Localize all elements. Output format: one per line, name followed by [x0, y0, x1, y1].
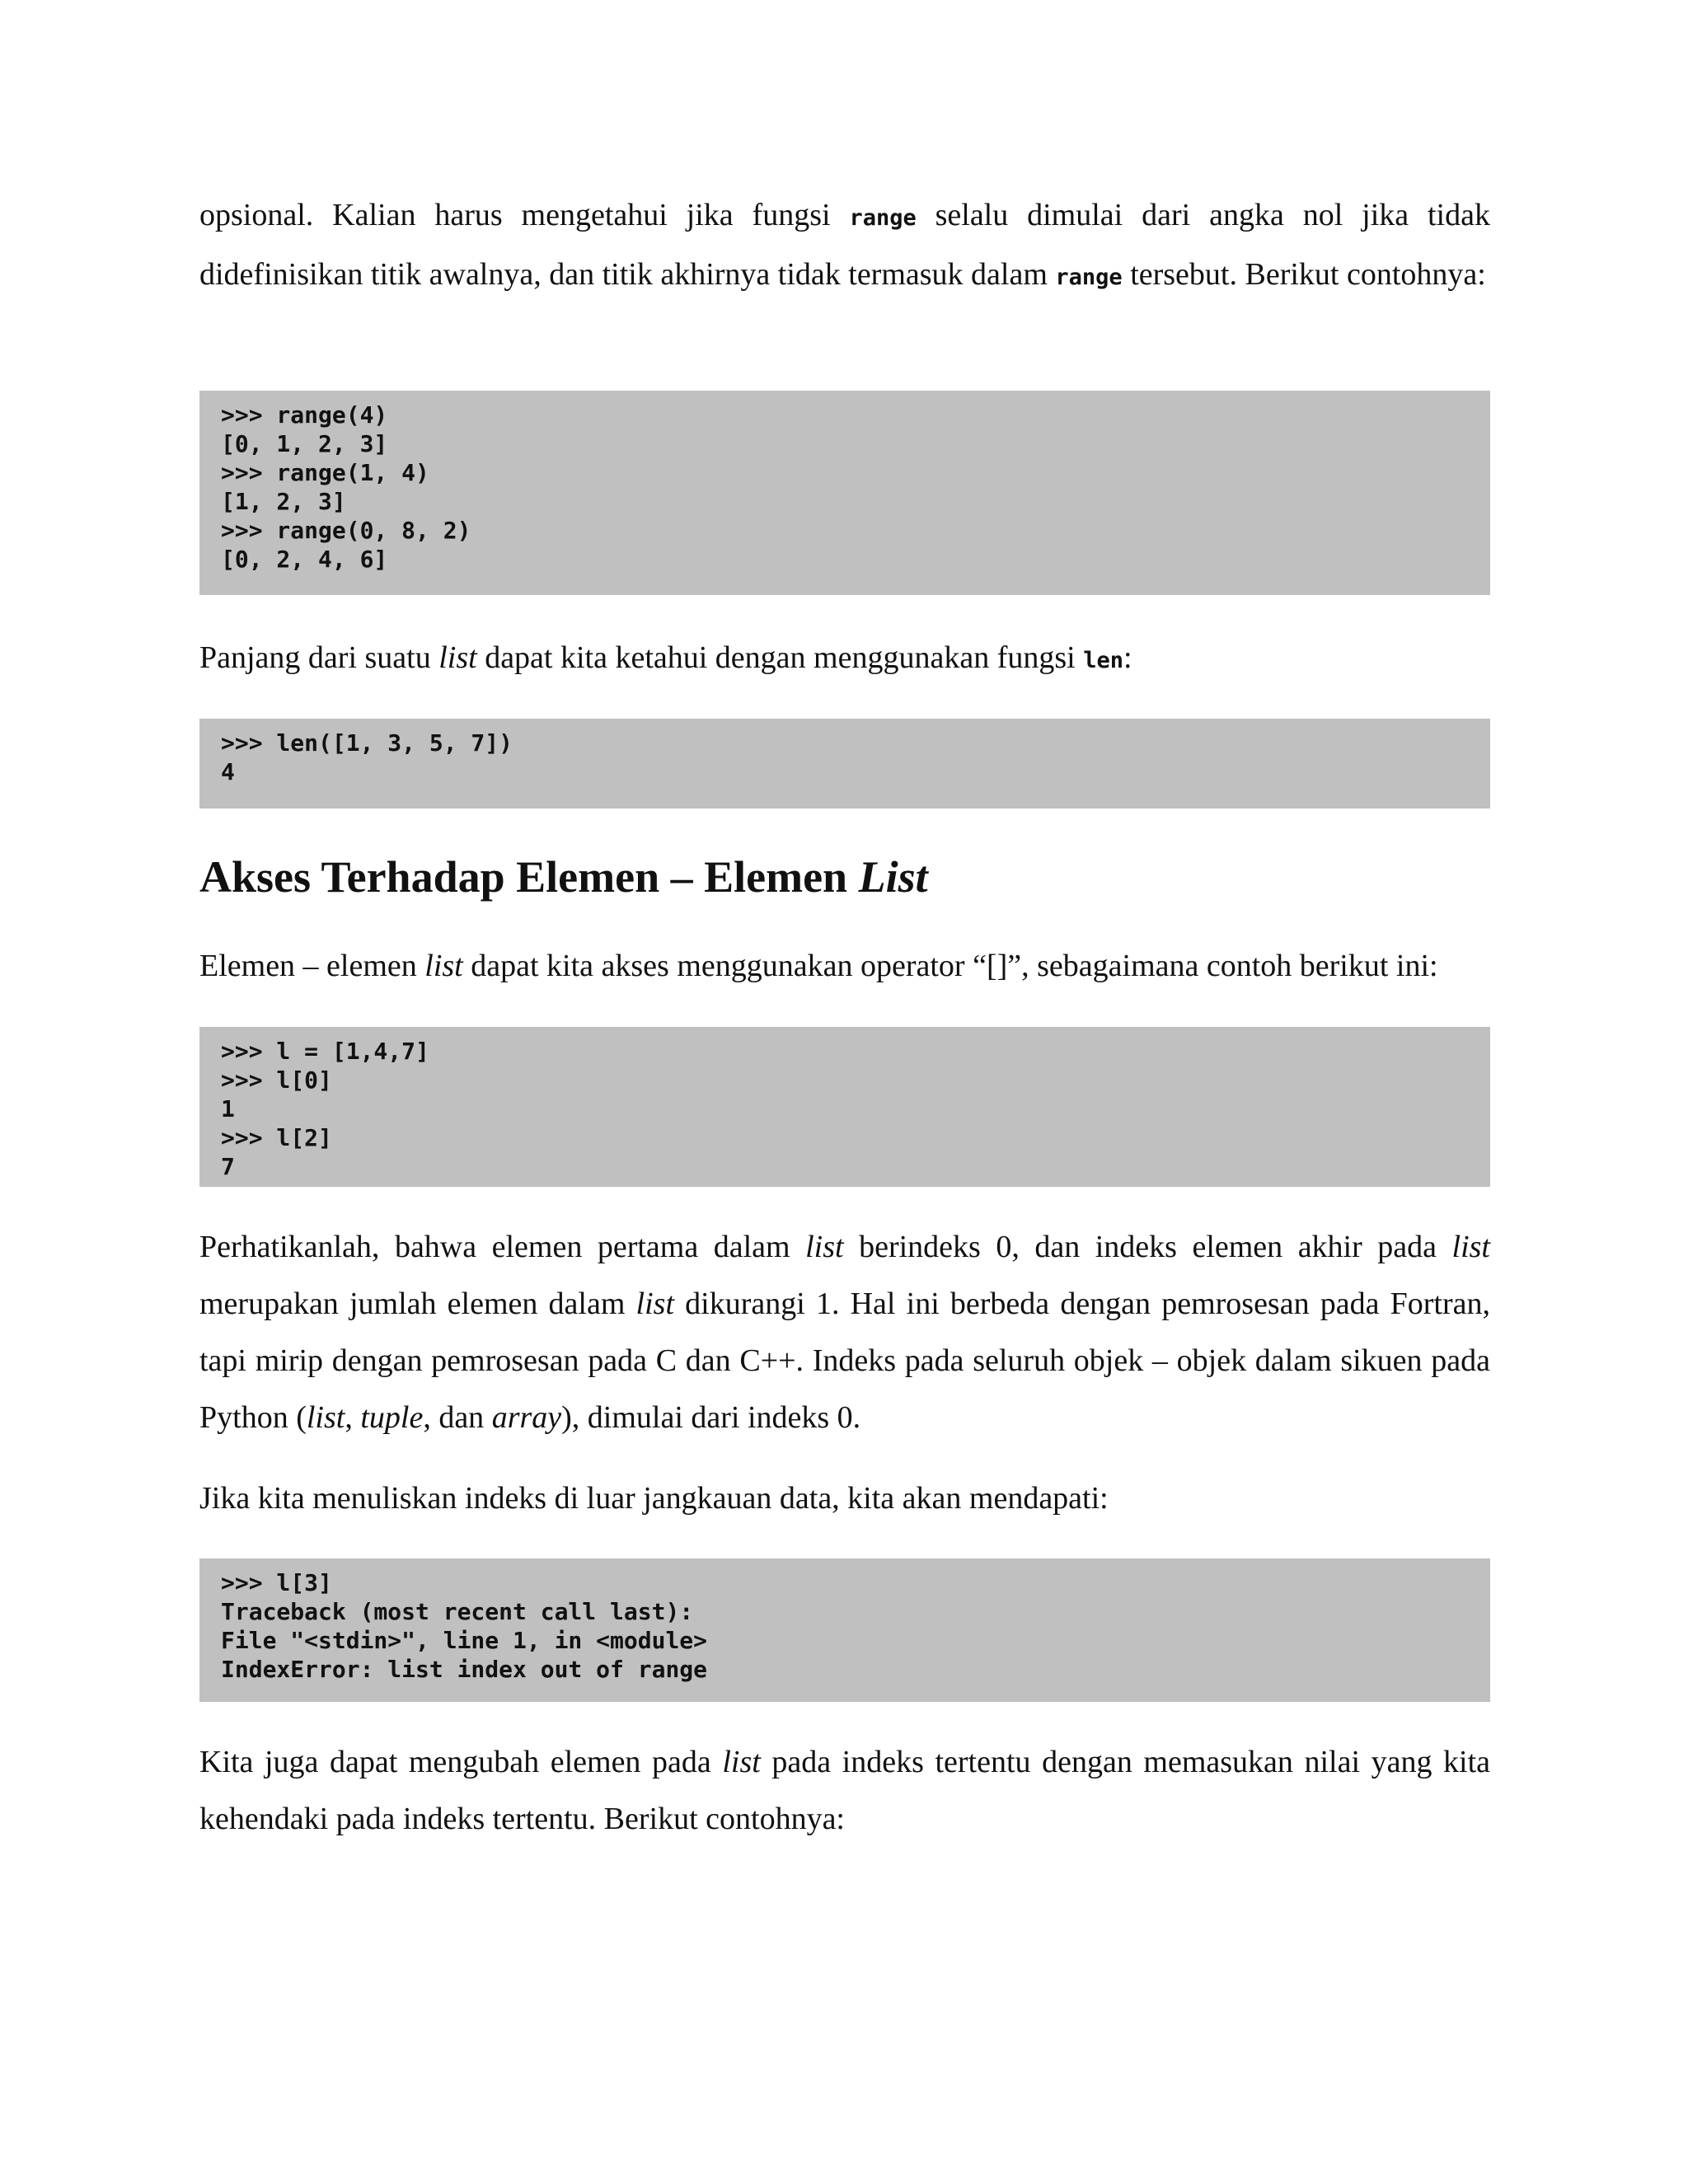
code-line: >>> l[2]: [221, 1124, 332, 1151]
code-line: >>> l[0]: [221, 1066, 332, 1094]
paragraph-modify-intro: [199, 1734, 1490, 1848]
code-line: >>> l[3]: [221, 1569, 332, 1596]
text-run: pada indeks tertentu dengan memasukan nilai yang kita kehendaki pada indeks tertentu. Berikut contohnya:: [199, 1745, 1491, 1836]
code-block-range: [199, 391, 1490, 595]
code-block-index: [199, 1027, 1490, 1187]
inline-code-range: range: [1055, 265, 1123, 290]
paragraph-index-explanation: [199, 1219, 1490, 1446]
inline-code-len: len: [1083, 648, 1123, 673]
code-line: File "<stdin>", line 1, in <module>: [221, 1627, 708, 1654]
text-run: :: [1123, 640, 1132, 675]
text-run: , dan: [423, 1400, 492, 1435]
text-run: opsional. Kalian harus mengetahui jika fungsi: [199, 198, 850, 232]
text-run: berindeks 0, dan indeks elemen akhir pada: [843, 1230, 1452, 1264]
text-run: tersebut. Berikut contohnya:: [1122, 257, 1486, 292]
italic-term: list: [805, 1230, 844, 1264]
text-run: Panjang dari suatu: [199, 640, 439, 675]
code-line: [0, 2, 4, 6]: [221, 546, 388, 573]
paragraph-out-of-range-intro: [199, 1470, 1490, 1527]
code-line: >>> range(1, 4): [221, 459, 429, 486]
text-run: Perhatikanlah, bahwa elemen pertama dalam: [199, 1230, 806, 1264]
italic-term: list: [424, 949, 463, 983]
heading-text: Akses Terhadap Elemen – Elemen: [199, 852, 859, 902]
code-line: >>> l = [1,4,7]: [221, 1038, 429, 1065]
text-run: ,: [345, 1400, 361, 1435]
paragraph-range-intro: [199, 187, 1490, 306]
text-run: merupakan jumlah elemen dalam: [199, 1286, 636, 1321]
code-line: 7: [221, 1153, 235, 1180]
text-run: selalu dimulai dari angka nol jika tidak didefinisikan titik awalnya, dan titik akhirnya tidak termasuk dalam: [199, 198, 1490, 292]
section-heading: [199, 851, 928, 903]
paragraph-len-intro: [199, 630, 1490, 689]
text-run: dapat kita akses menggunakan operator “[]”, sebagaimana contoh berikut ini:: [462, 949, 1438, 983]
italic-term: list: [438, 640, 477, 675]
text-run: dapat kita ketahui dengan menggunakan fungsi: [476, 640, 1084, 675]
code-line: 4: [221, 758, 235, 785]
italic-term: list: [722, 1745, 761, 1779]
text-run: dikurangi 1. Hal ini berbeda dengan pemrosesan pada Fortran, tapi mirip dengan pemrosesan pada C dan C++. Indeks pada seluruh objek – objek dalam sikuen pada Python (: [199, 1286, 1490, 1435]
inline-code-range: range: [849, 205, 917, 231]
text-run: ), dimulai dari indeks 0.: [561, 1400, 861, 1435]
text-run: Jika kita menuliskan indeks di luar jangkauan data, kita akan mendapati:: [199, 1481, 1109, 1516]
italic-term: array: [491, 1400, 562, 1435]
code-block-error: [199, 1558, 1490, 1702]
italic-term: tuple: [360, 1400, 424, 1435]
code-line: IndexError: list index out of range: [221, 1656, 708, 1683]
heading-italic: List: [858, 852, 928, 902]
text-run: Elemen – elemen: [199, 949, 425, 983]
code-line: 1: [221, 1095, 235, 1122]
code-line: [1, 2, 3]: [221, 488, 346, 515]
code-block-len: [199, 719, 1490, 808]
code-line: [0, 1, 2, 3]: [221, 430, 388, 457]
code-line: Traceback (most recent call last):: [221, 1598, 694, 1625]
text-run: Kita juga dapat mengubah elemen pada: [199, 1745, 723, 1779]
code-line: >>> range(0, 8, 2): [221, 517, 471, 544]
paragraph-access-intro: [199, 938, 1490, 995]
italic-term: list: [635, 1286, 675, 1321]
code-line: >>> range(4): [221, 401, 388, 429]
italic-term: list: [1451, 1230, 1490, 1264]
italic-term: list: [306, 1400, 345, 1435]
code-line: >>> len([1, 3, 5, 7]): [221, 729, 513, 757]
